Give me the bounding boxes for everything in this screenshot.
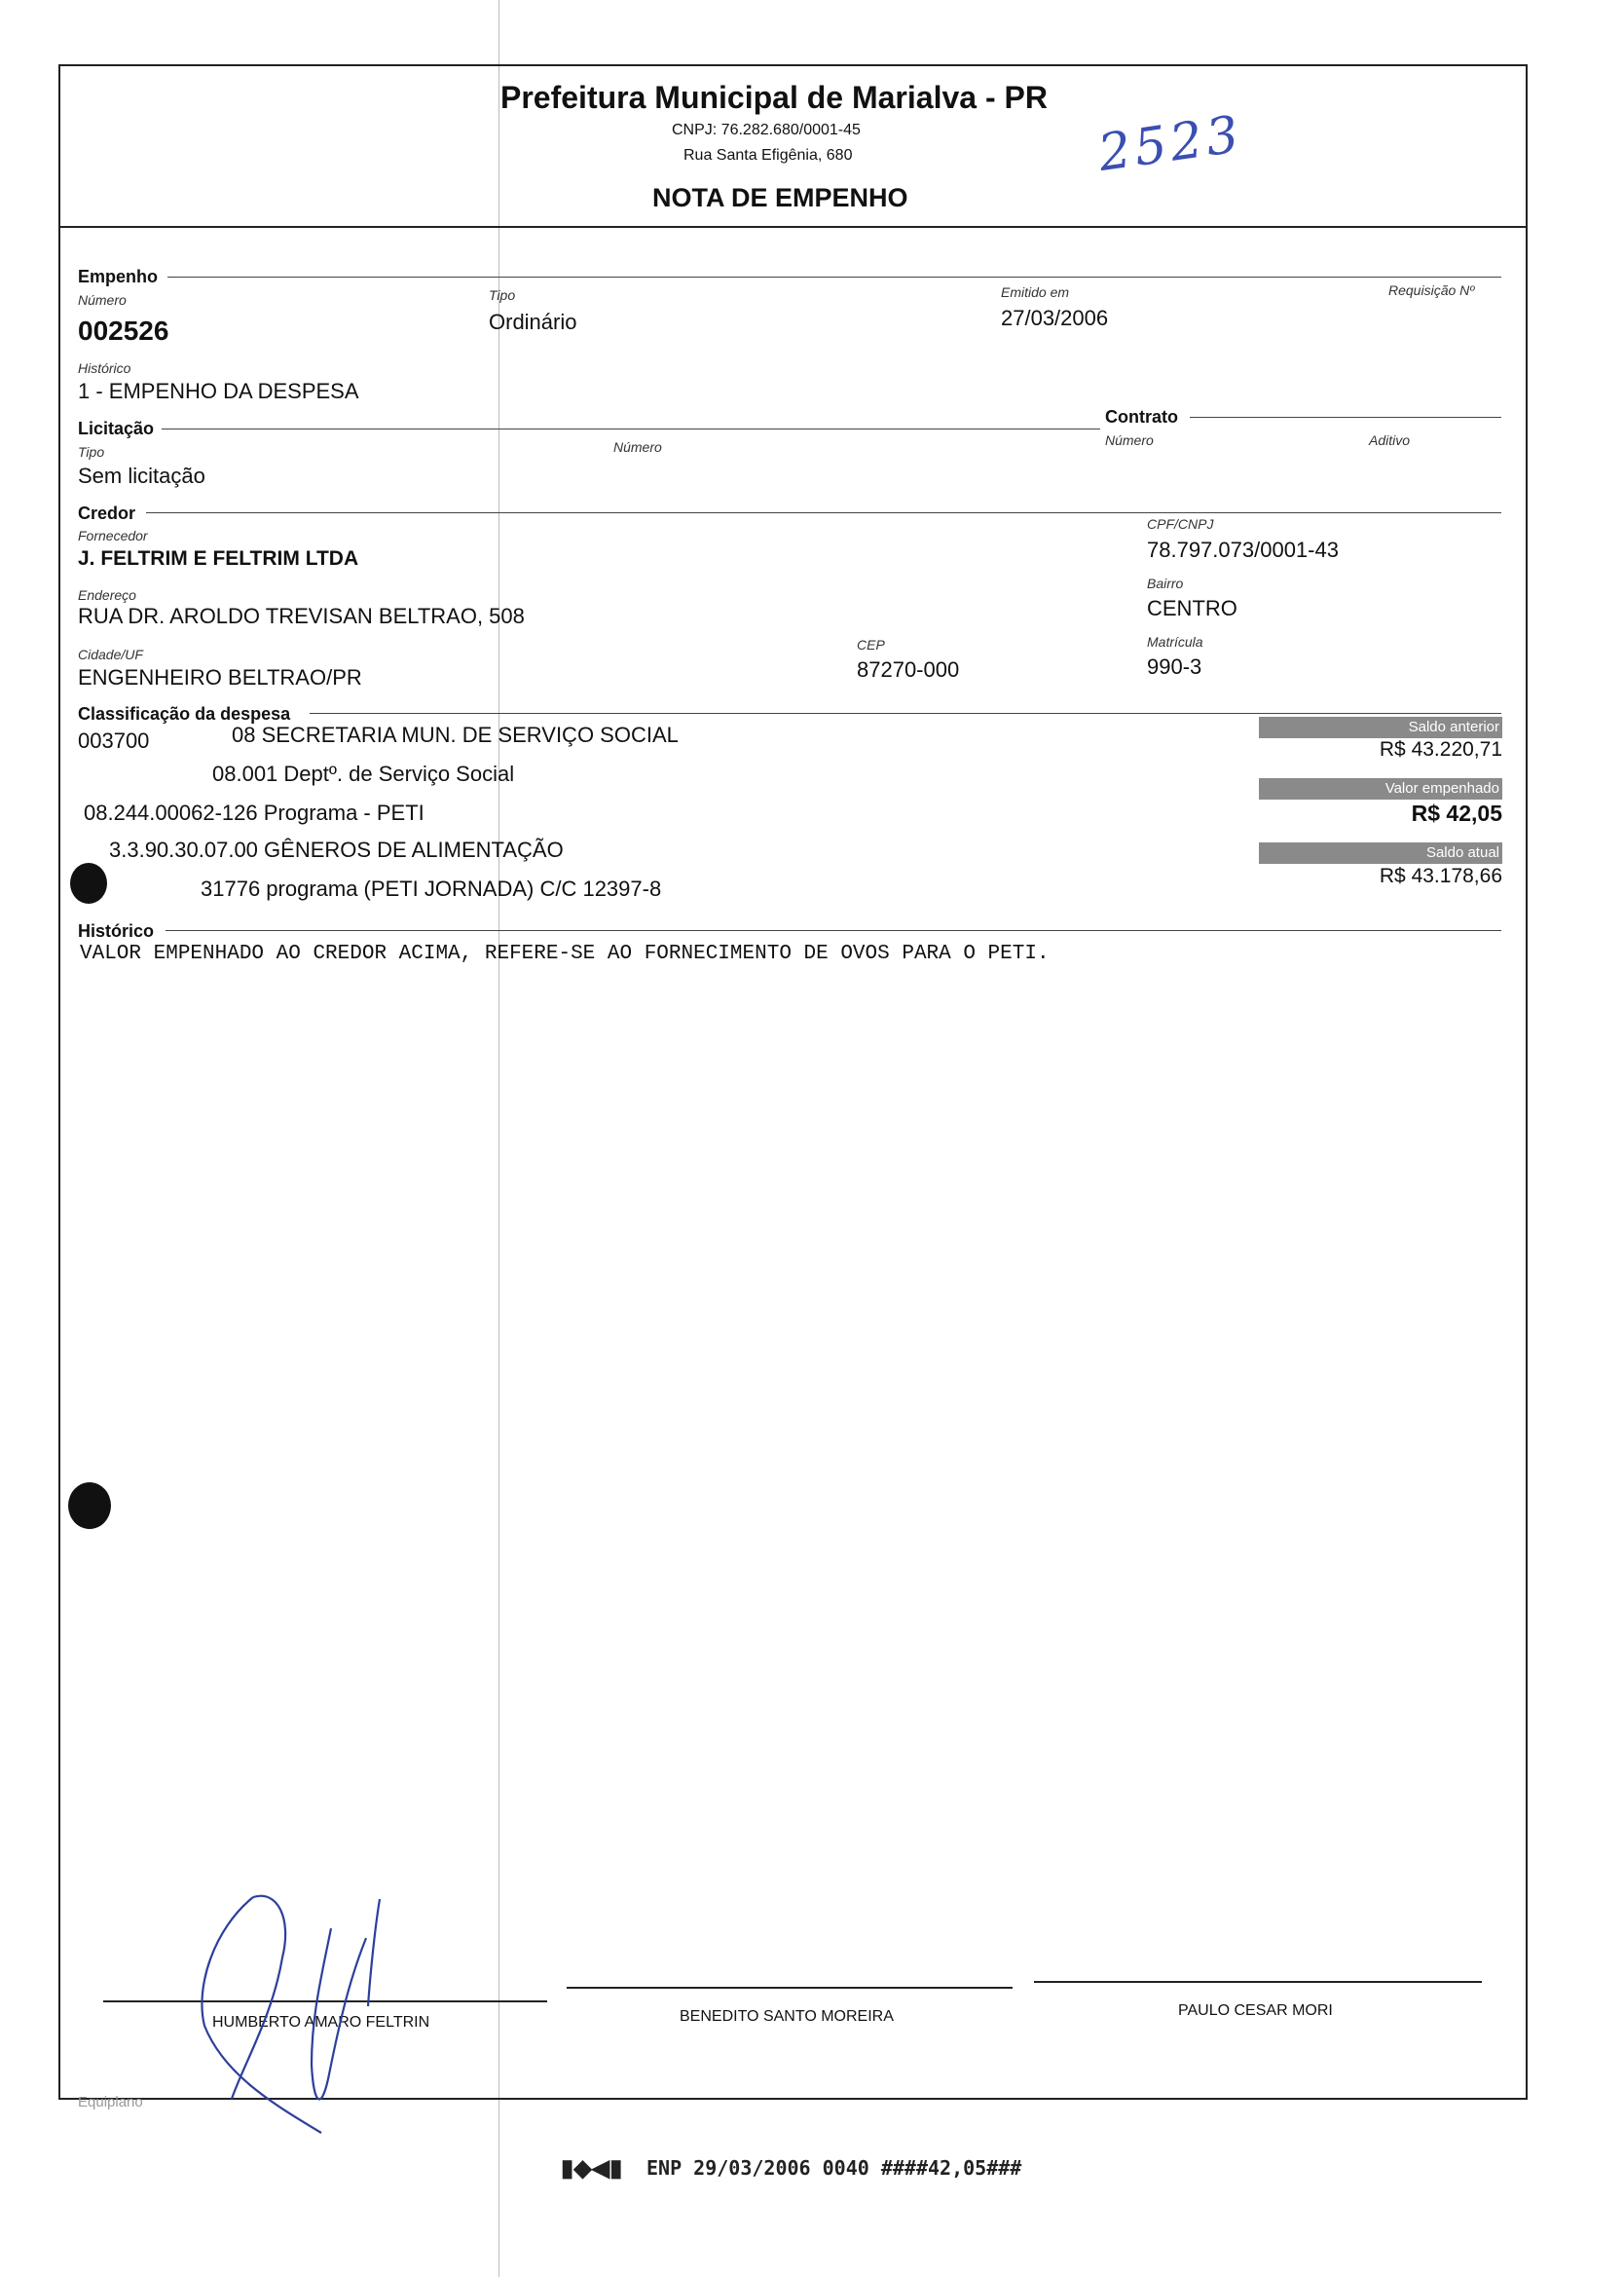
- section-empenho: Empenho: [78, 267, 159, 286]
- licitacao-tipo: Sem licitação: [78, 464, 205, 488]
- empenho-historico-label: Histórico: [78, 360, 131, 376]
- signature-line-2: [567, 1987, 1013, 1989]
- org-address: Rua Santa Efigênia, 680: [683, 147, 853, 164]
- despesa-programa: 08.244.00062-126 Programa - PETI: [84, 801, 424, 825]
- org-title: Prefeitura Municipal de Marialva - PR: [500, 80, 1048, 115]
- empenho-numero: 002526: [78, 316, 169, 346]
- empenho-tipo-label: Tipo: [489, 287, 516, 303]
- handwritten-number: 2523: [1094, 104, 1246, 184]
- saldo-atual-label: Saldo atual: [1259, 842, 1502, 864]
- historico-rule: [166, 930, 1501, 931]
- requisicao-label: Requisição Nº: [1388, 282, 1475, 298]
- signatory-3: PAULO CESAR MORI: [1178, 2002, 1333, 2019]
- despesa-elemento: 3.3.90.30.07.00 GÊNEROS DE ALIMENTAÇÃO: [109, 838, 564, 862]
- contrato-aditivo-label: Aditivo: [1369, 432, 1411, 448]
- valor-empenhado-label: Valor empenhado: [1259, 778, 1502, 800]
- signatory-1: HUMBERTO AMARO FELTRIN: [212, 2014, 430, 2031]
- despesa-unidade: 08.001 Deptº. de Serviço Social: [212, 762, 515, 786]
- section-credor: Credor: [78, 504, 136, 523]
- licitacao-numero-label: Número: [613, 439, 662, 455]
- org-cnpj: CNPJ: 76.282.680/0001-45: [672, 122, 861, 138]
- despesa-recurso: 31776 programa (PETI JORNADA) C/C 12397-8: [201, 877, 662, 901]
- cidade-value: ENGENHEIRO BELTRAO/PR: [78, 665, 362, 690]
- signatory-2: BENEDITO SANTO MOREIRA: [680, 2008, 894, 2025]
- mechanical-stamp-mark: ▮◆◀▮: [561, 2155, 623, 2182]
- signature-line-3: [1034, 1981, 1482, 1983]
- cidade-label: Cidade/UF: [78, 647, 143, 662]
- section-licitacao: Licitação: [78, 419, 155, 438]
- despesa-orgao: 08 SECRETARIA MUN. DE SERVIÇO SOCIAL: [232, 723, 679, 747]
- emitido-date: 27/03/2006: [1001, 306, 1109, 330]
- handwritten-signature: [185, 1870, 438, 2152]
- empenho-numero-label: Número: [78, 292, 127, 308]
- section-classificacao: Classificação da despesa: [78, 704, 291, 724]
- fornecedor-label: Fornecedor: [78, 528, 148, 543]
- cep-value: 87270-000: [857, 657, 960, 682]
- section-historico: Histórico: [78, 921, 155, 941]
- empenho-tipo: Ordinário: [489, 310, 577, 334]
- historico-text: VALOR EMPENHADO AO CREDOR ACIMA, REFERE-SE AO FORNECIMENTO DE OVOS PARA O PETI.: [80, 943, 1050, 965]
- saldo-anterior-label: Saldo anterior: [1259, 717, 1502, 738]
- saldo-atual-value: R$ 43.178,66: [1379, 865, 1502, 887]
- contrato-numero-label: Número: [1105, 432, 1154, 448]
- cep-label: CEP: [857, 637, 885, 653]
- document-frame: [58, 64, 1528, 2100]
- cpf-value: 78.797.073/0001-43: [1147, 538, 1339, 562]
- classificacao-rule: [310, 713, 1501, 714]
- licitacao-tipo-label: Tipo: [78, 444, 105, 460]
- despesa-code: 003700: [78, 728, 150, 753]
- emitido-label: Emitido em: [1001, 284, 1070, 300]
- credor-rule: [146, 512, 1501, 513]
- fornecedor-name: J. FELTRIM E FELTRIM LTDA: [78, 547, 359, 570]
- header-divider: [58, 226, 1528, 228]
- bairro-label: Bairro: [1147, 576, 1184, 591]
- matricula-value: 990-3: [1147, 654, 1202, 679]
- endereco-label: Endereço: [78, 587, 136, 603]
- cpf-label: CPF/CNPJ: [1147, 516, 1214, 532]
- contrato-rule: [1190, 417, 1501, 418]
- endereco-value: RUA DR. AROLDO TREVISAN BELTRAO, 508: [78, 604, 525, 628]
- empenho-rule: [167, 277, 1501, 278]
- empenho-historico: 1 - EMPENHO DA DESPESA: [78, 379, 359, 403]
- saldo-anterior-value: R$ 43.220,71: [1379, 738, 1502, 761]
- valor-empenhado-value: R$ 42,05: [1411, 801, 1502, 826]
- matricula-label: Matrícula: [1147, 634, 1203, 650]
- mechanical-stamp: ENP 29/03/2006 0040 ####42,05###: [646, 2156, 1022, 2180]
- section-contrato: Contrato: [1105, 407, 1178, 427]
- bairro-value: CENTRO: [1147, 596, 1237, 620]
- footer-brand: Equiplano: [78, 2094, 143, 2110]
- doc-title: NOTA DE EMPENHO: [652, 183, 908, 212]
